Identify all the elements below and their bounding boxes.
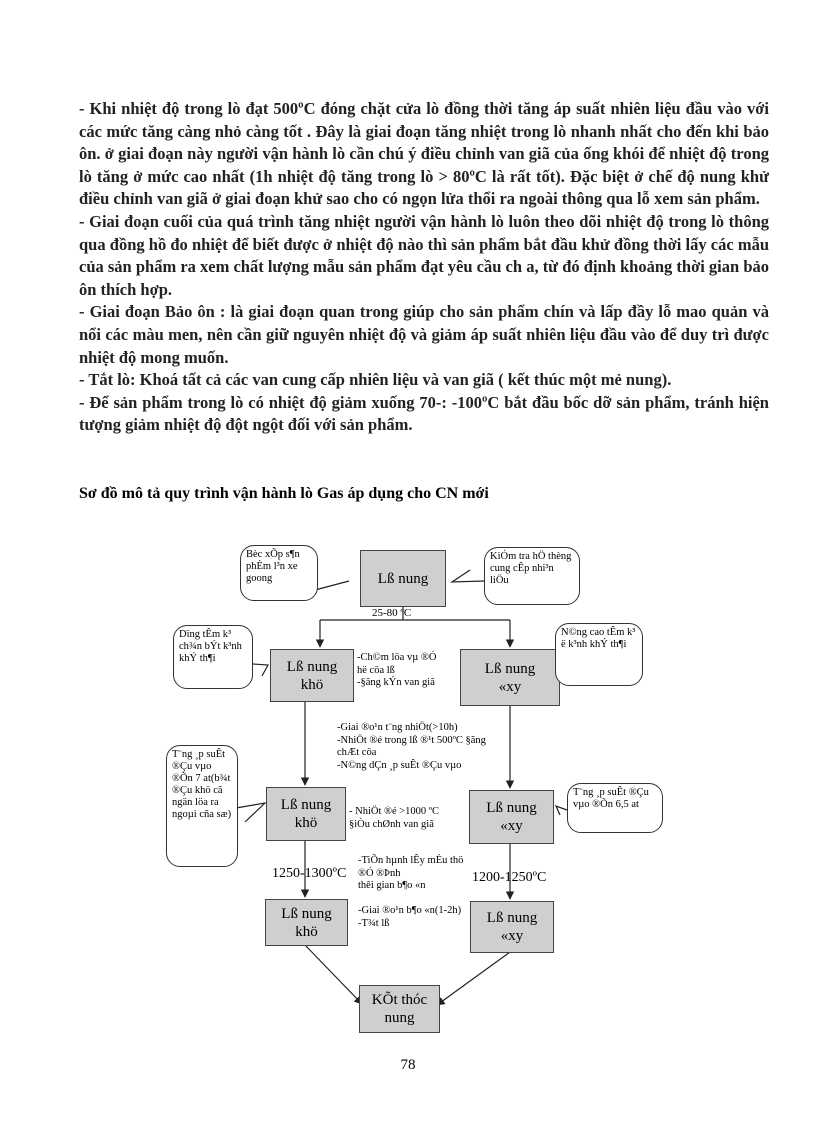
- note-ignite: -Ch©m löa vµ ®Ó hë cöa lß -§ãng kÝn van giã: [357, 652, 437, 688]
- note-above-1000: - NhiÖt ®é >1000 ºC §iÒu chØnh van giã: [349, 806, 440, 830]
- box-kiln-reduction-3: Lß nung khö: [265, 899, 348, 946]
- temp-label-reduction: 1250-1300ºC: [272, 866, 347, 881]
- callout-pointer: [253, 664, 268, 676]
- paragraph: - Khi nhiệt độ trong lò đạt 500ºC đóng chặt cửa lò đồng thời tăng áp suất nhiên liệu đầu vào với các mức tăng càng nhỏ càng tốt . Đây là giai đoạn tăng nhiệt trong lò nhanh nhất cho đến khi bảo ôn. ở giai đoạn này người vận hành lò cần chú ý điều chỉnh van giã của ống khói để nhiệt độ trong lò tăng ở mức cao nhất (1h nhiệt độ tăng trong lò > 80ºC là rất tốt). Đặc biệt ở chế độ nung khử điều chỉnh van giã ở giai đoạn khử sao cho có ngọn lửa thổi ra ngoài thông qua lỗ xem sản phẩm.: [79, 99, 769, 209]
- box-kiln: Lß nung: [360, 550, 446, 607]
- callout-pointer: [452, 570, 484, 582]
- box-kiln-oxidation-2: Lß nung «xy: [469, 790, 554, 844]
- paragraph: - Để sản phẩm trong lò có nhiệt độ giảm xuống 70-: -100ºC bắt đầu bốc dỡ sản phẩm, tránh hiện tượng giảm nhiệt độ đột ngột đối với sản phẩm.: [79, 392, 769, 435]
- callout-close-flue: Dïng tÊm k³ ch¾n bÝt k³nh khÝ th¶i: [173, 625, 253, 689]
- note-heating-phase: -Giai ®o¹n t¨ng nhiÖt(>10h) -NhiÖt ®é trong lß ®¹t 500ºC §ãng chÆt cöa -N©ng dÇn ¸p suÊt ®Çu vµo: [337, 722, 486, 771]
- box-kiln-oxidation-3: Lß nung «xy: [470, 901, 554, 953]
- temp-label-oxidation: 1200-1250ºC: [472, 870, 547, 885]
- box-end-firing: KÕt thóc nung: [359, 985, 440, 1033]
- callout-pressure-7at: T¨ng ¸p suÊt ®Çu vµo ®Õn 7 at(b¾t ®Çu khö cã ngän löa ra ngoµi cña sæ): [166, 745, 238, 867]
- connector-arrow: [305, 945, 362, 1004]
- paragraph: - Giai đoạn cuối của quá trình tăng nhiệt người vận hành lò luôn theo dõi nhiệt độ trong lò thông qua đồng hồ đo nhiệt để biết được ở nhiệt độ nào thì sản phẩm bắt đầu khử đồng thời lấy các mẫu của sản phẩm ra xem chất lượng mẫu sản phẩm đạt yêu cầu ch a, từ đó định khoảng thời gian bảo ôn thích hợp.: [79, 211, 769, 299]
- callout-raise-flue: N©ng cao tÊm k³ ë k³nh khÝ th¶i: [555, 623, 643, 686]
- callout-pointer: [556, 806, 567, 815]
- note-sampling-soak: -TiÕn hµnh lÊy mÉu thö ®Ó ®Þnh thêi gian b¶o «n -Giai ®o¹n b¶o «n(1-2h) -T¾t lß: [358, 855, 464, 929]
- callout-check-fuel: KiÓm tra hÖ thèng cung cÊp nhi³n liÖu: [484, 547, 580, 605]
- box-kiln-reduction: Lß nung khö: [270, 649, 354, 702]
- paragraph: - Giai đoạn Bảo ôn : là giai đoạn quan trong giúp cho sản phẩm chín và lấp đầy lỗ mao quản và nổi các màu men, nên cần giữ nguyên nhiệt độ và giảm áp suất nhiên liệu đầu vào để duy trì được nhiệt độ mong muốn.: [79, 302, 769, 367]
- connector-arrow: [437, 952, 510, 1005]
- callout-pointer: [236, 803, 265, 822]
- callout-pressure-65at: T¨ng ¸p suÊt ®Çu vµo ®Õn 6,5 at: [567, 783, 663, 833]
- box-kiln-reduction-2: Lß nung khö: [266, 787, 346, 841]
- box-kiln-oxidation: Lß nung «xy: [460, 649, 560, 706]
- diagram-heading: Sơ đồ mô tả quy trình vận hành lò Gas áp dụng cho CN mới: [79, 485, 489, 502]
- callout-load-cart: Bèc xÕp s¶n phÈm l³n xe goong: [240, 545, 318, 601]
- temp-label-initial: 25-80 ºC: [372, 607, 412, 619]
- page-number: 78: [400, 1057, 416, 1073]
- paragraph: - Tắt lò: Khoá tất cả các van cung cấp nhiên liệu và van giã ( kết thúc một mẻ nung).: [79, 370, 672, 390]
